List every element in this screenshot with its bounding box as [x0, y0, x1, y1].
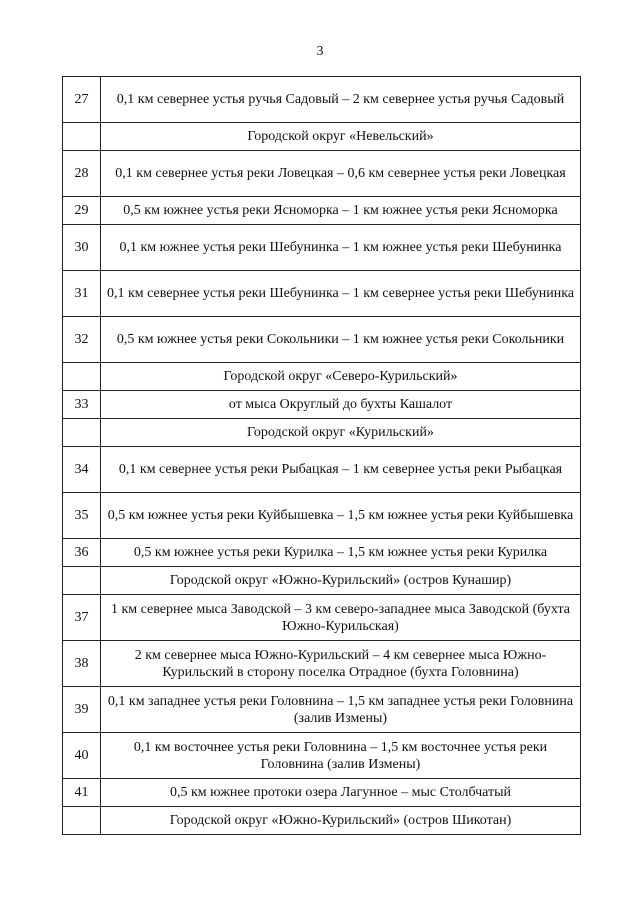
- table-row: [63, 151, 581, 197]
- row-number: 39: [63, 687, 101, 733]
- coastal-sections-table: [62, 76, 581, 835]
- row-number: 41: [63, 779, 101, 807]
- row-number: 34: [63, 447, 101, 493]
- location-description: 0,1 км южнее устья реки Шебунинка – 1 км южнее устья реки Шебунинка: [101, 225, 581, 271]
- page-number: 3: [316, 44, 324, 59]
- location-description: 1 км севернее мыса Заводской – 3 км северо-западнее мыса Заводской (бухта Южно-Курильская): [101, 595, 581, 641]
- section-header-row: [63, 363, 581, 391]
- table-row: [63, 733, 581, 779]
- location-description: 0,5 км южнее устья реки Куйбышевка – 1,5 км южнее устья реки Куйбышевка: [101, 493, 581, 539]
- row-number: [63, 807, 101, 835]
- section-header-row: [63, 807, 581, 835]
- table-row: [63, 317, 581, 363]
- section-title: Городской округ «Южно-Курильский» (остров Кунашир): [101, 567, 581, 595]
- row-number: 36: [63, 539, 101, 567]
- row-number: 33: [63, 391, 101, 419]
- row-number: 37: [63, 595, 101, 641]
- table-row: [63, 271, 581, 317]
- location-description: 0,5 км южнее устья реки Сокольники – 1 км южнее устья реки Сокольники: [101, 317, 581, 363]
- location-description: 0,5 км южнее устья реки Ясноморка – 1 км южнее устья реки Ясноморка: [101, 197, 581, 225]
- section-header-row: [63, 123, 581, 151]
- row-number: 27: [63, 77, 101, 123]
- table-row: [63, 77, 581, 123]
- table-row: [63, 641, 581, 687]
- table-row: [63, 539, 581, 567]
- row-number: [63, 123, 101, 151]
- location-description: 0,5 км южнее протоки озера Лагунное – мыс Столбчатый: [101, 779, 581, 807]
- table-row: [63, 447, 581, 493]
- location-description: от мыса Округлый до бухты Кашалот: [101, 391, 581, 419]
- location-description: 0,1 км севернее устья ручья Садовый – 2 км севернее устья ручья Садовый: [101, 77, 581, 123]
- row-number: 31: [63, 271, 101, 317]
- section-title: Городской округ «Невельский»: [101, 123, 581, 151]
- table-row: [63, 595, 581, 641]
- row-number: [63, 567, 101, 595]
- row-number: [63, 419, 101, 447]
- table-row: [63, 225, 581, 271]
- location-description: 0,1 км восточнее устья реки Головнина – 1,5 км восточнее устья реки Головнина (залив Измены): [101, 733, 581, 779]
- row-number: 32: [63, 317, 101, 363]
- table-body: [63, 77, 581, 835]
- section-title: Городской округ «Южно-Курильский» (остров Шикотан): [101, 807, 581, 835]
- section-header-row: [63, 419, 581, 447]
- location-description: 0,1 км севернее устья реки Рыбацкая – 1 км севернее устья реки Рыбацкая: [101, 447, 581, 493]
- table-row: [63, 687, 581, 733]
- location-description: 0,5 км южнее устья реки Курилка – 1,5 км южнее устья реки Курилка: [101, 539, 581, 567]
- location-description: 0,1 км западнее устья реки Головнина – 1,5 км западнее устья реки Головнина (залив Измены): [101, 687, 581, 733]
- row-number: 28: [63, 151, 101, 197]
- location-description: 2 км севернее мыса Южно-Курильский – 4 км севернее мыса Южно-Курильский в сторону поселка Отрадное (бухта Головнина): [101, 641, 581, 687]
- row-number: 35: [63, 493, 101, 539]
- location-description: 0,1 км севернее устья реки Шебунинка – 1 км севернее устья реки Шебунинка: [101, 271, 581, 317]
- row-number: 38: [63, 641, 101, 687]
- table-row: [63, 779, 581, 807]
- section-header-row: [63, 567, 581, 595]
- row-number: 30: [63, 225, 101, 271]
- row-number: 40: [63, 733, 101, 779]
- table-row: [63, 493, 581, 539]
- row-number: 29: [63, 197, 101, 225]
- row-number: [63, 363, 101, 391]
- section-title: Городской округ «Северо-Курильский»: [101, 363, 581, 391]
- location-description: 0,1 км севернее устья реки Ловецкая – 0,6 км севернее устья реки Ловецкая: [101, 151, 581, 197]
- table-row: [63, 391, 581, 419]
- table-row: [63, 197, 581, 225]
- section-title: Городской округ «Курильский»: [101, 419, 581, 447]
